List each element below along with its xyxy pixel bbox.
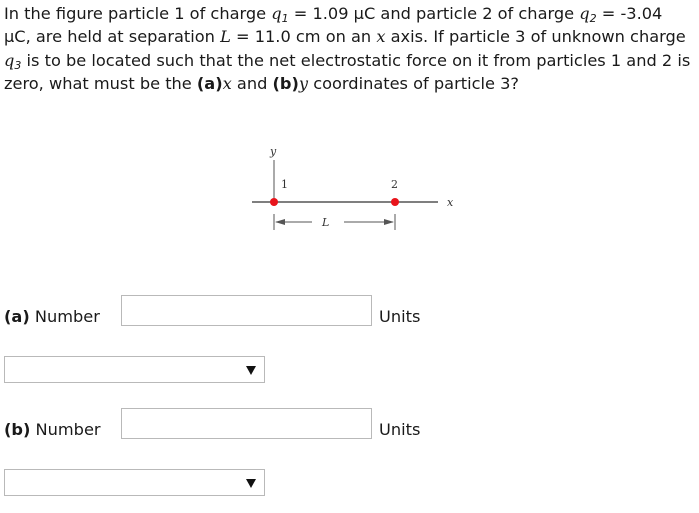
- part-b-units-select[interactable]: [4, 469, 265, 496]
- part-a-label: (a) Number: [4, 307, 100, 326]
- x-axis-label: x: [447, 196, 454, 209]
- chevron-down-icon: [246, 479, 256, 488]
- particle-2: [391, 198, 399, 206]
- y-axis-label: y: [270, 145, 277, 158]
- chevron-down-icon: [246, 366, 256, 375]
- separation-left-arrow: [275, 219, 285, 225]
- part-a-units-label: Units: [379, 307, 421, 326]
- figure-svg: [250, 140, 465, 250]
- question-text: In the figure particle 1 of charge $q_1 = 1.09$ μC and particle 2 of charge $q_2 = -3.04$ μC, are held at separation L = 11.0 cm on an x axis. If particle 3 of unknown charge $q_3$ is to be located such that the net electrostatic force on it from particles 1 and 2 is zero, what must be the (a)x and (b)y coordinates of particle 3?: [4, 4, 691, 94]
- separation-right-arrow: [384, 219, 394, 225]
- particle-1: [270, 198, 278, 206]
- charge-figure: [250, 140, 465, 250]
- part-a-number-input[interactable]: [121, 295, 372, 326]
- part-b-units-label: Units: [379, 420, 421, 439]
- part-b-label: (b) Number: [4, 420, 101, 439]
- separation-label: L: [322, 216, 330, 229]
- particle-1-label: 1: [281, 178, 288, 191]
- particle-2-label: 2: [391, 178, 398, 191]
- part-a-units-select[interactable]: [4, 356, 265, 383]
- part-b-number-input[interactable]: [121, 408, 372, 439]
